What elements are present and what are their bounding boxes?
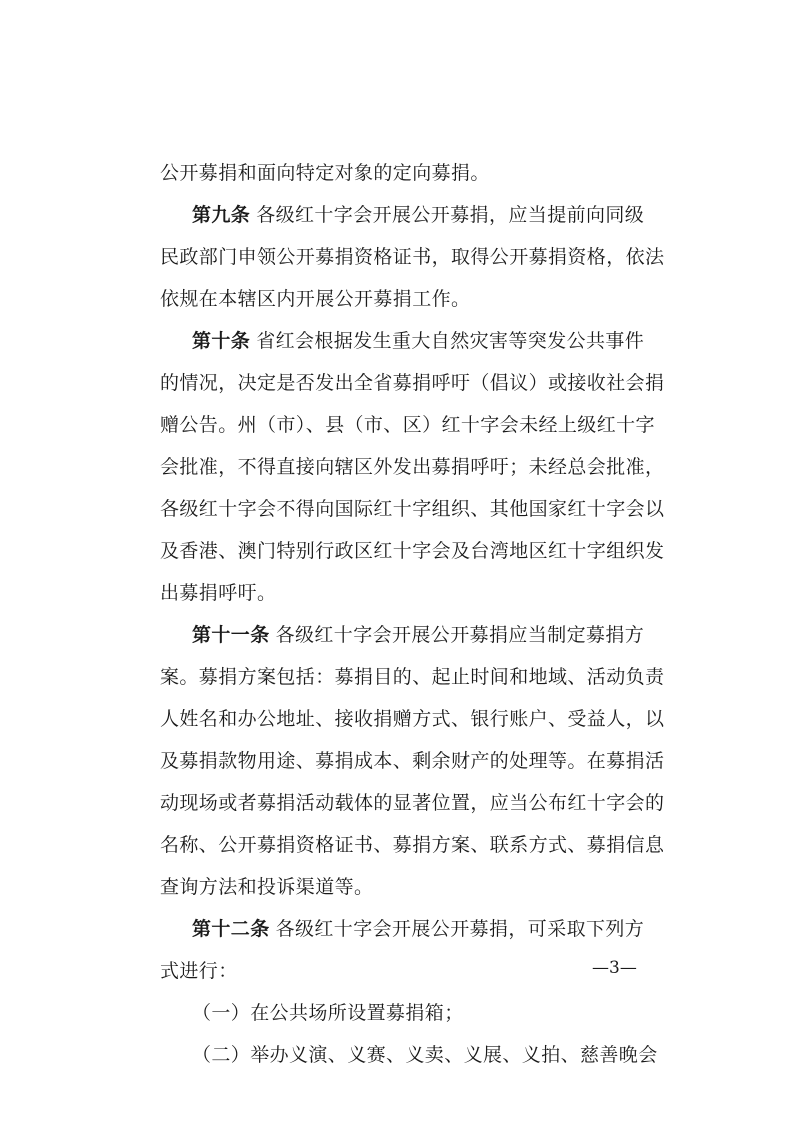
paragraph-line: 公开募捐和面向特定对象的定向募捐。 xyxy=(160,162,490,184)
paragraph-line: 查询方法和投诉渠道等。 xyxy=(160,876,374,898)
paragraph-line: 案。募捐方案包括：募捐目的、起止时间和地域、活动负责 xyxy=(160,666,665,688)
list-item-1: （一）在公共场所设置募捐箱； xyxy=(192,1002,464,1024)
paragraph-line: 人姓名和办公地址、接收捐赠方式、银行账户、受益人，以 xyxy=(160,708,665,730)
paragraph-line: 及募捐款物用途、募捐成本、剩余财产的处理等。在募捐活 xyxy=(160,750,665,772)
article-9-heading-line: 第九条 各级红十字会开展公开募捐，应当提前向同级 xyxy=(192,204,645,226)
paragraph-line: 会批准，不得直接向辖区外发出募捐呼吁；未经总会批准， xyxy=(160,456,665,478)
paragraph-line: 赠公告。州（市）、县（市、区）红十字会未经上级红十字 xyxy=(160,414,655,436)
paragraph-line: 依规在本辖区内开展公开募捐工作。 xyxy=(160,288,471,310)
article-10-heading-line: 第十条 省红会根据发生重大自然灾害等突发公共事件 xyxy=(192,330,645,352)
article-12-label: 第十二条 xyxy=(192,918,270,940)
paragraph-line: 动现场或者募捐活动载体的显著位置，应当公布红十字会的 xyxy=(160,792,665,814)
paragraph-line: 的情况，决定是否发出全省募捐呼吁（倡议）或接收社会捐 xyxy=(160,372,665,394)
article-10-label: 第十条 xyxy=(192,330,251,352)
paragraph-line: 名称、公开募捐资格证书、募捐方案、联系方式、募捐信息 xyxy=(160,834,665,856)
article-12-heading-line: 第十二条 各级红十字会开展公开募捐，可采取下列方 xyxy=(192,918,645,940)
article-11-label: 第十一条 xyxy=(192,624,270,646)
paragraph-line: 民政部门申领公开募捐资格证书，取得公开募捐资格，依法 xyxy=(160,246,665,268)
paragraph-line: 各级红十字会不得向国际红十字组织、其他国家红十字会以 xyxy=(160,498,665,520)
article-11-heading-line: 第十一条 各级红十字会开展公开募捐应当制定募捐方 xyxy=(192,624,645,646)
list-item-2: （二）举办义演、义赛、义卖、义展、义拍、慈善晚会 xyxy=(192,1044,658,1066)
paragraph-line: 式进行： xyxy=(160,960,238,982)
page-number: —3— xyxy=(592,958,637,978)
paragraph-line: 出募捐呼吁。 xyxy=(160,582,277,604)
paragraph-line: 及香港、澳门特别行政区红十字会及台湾地区红十字组织发 xyxy=(160,540,665,562)
article-9-label: 第九条 xyxy=(192,204,251,226)
